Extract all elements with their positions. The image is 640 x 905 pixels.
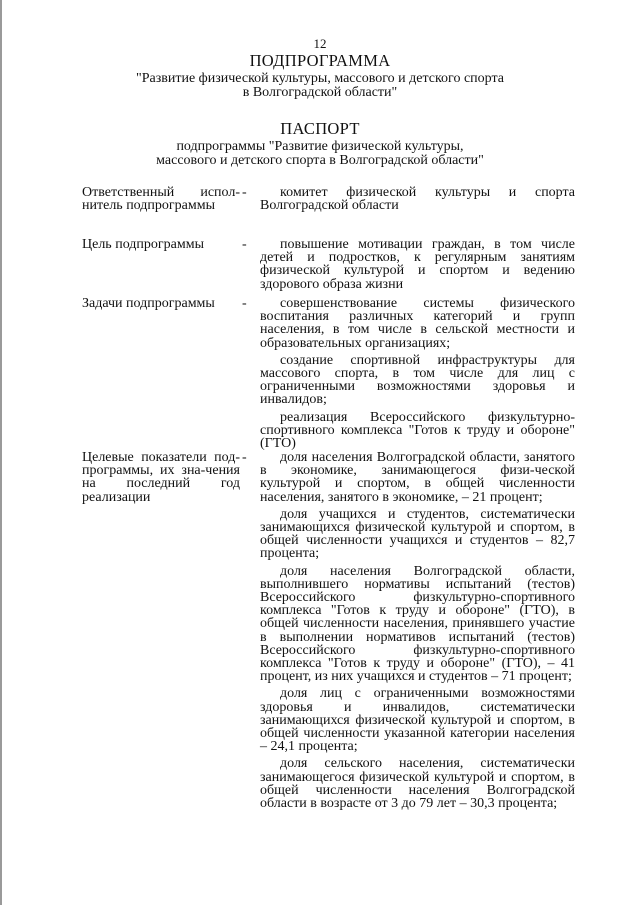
value-paragraph: повышение мотивации граждан, в том числе детей и подростков, к регулярным занятиям физической культурой и спортом и ведению здорового образа жизни xyxy=(260,237,575,292)
passport-title: ПАСПОРТ xyxy=(280,119,360,138)
subprogram-name-line1: "Развитие физической культуры, массового и детского спорта xyxy=(136,71,504,86)
value-paragraph: совершенствование системы физического воспитания различных категорий и групп населения, в том числе в сельской местности и образовательных организациях; xyxy=(260,296,575,351)
row-label: Целевые показатели под-программы, их зна-чения на последний год реализации xyxy=(82,450,240,505)
value-paragraph: доля лиц с ограниченными возможностями здоровья и инвалидов, систематически занимающихся физической культурой и спортом, в общей численности указанной категории населения – 24,1 процента; xyxy=(260,686,575,755)
value-paragraph: доля населения Волгоградской области, занятого в экономике, занимающегося физи-ческой культурой и спортом, в общей численности населения, занятого в экономике, – 21 процент; xyxy=(260,450,575,505)
row-dash: - xyxy=(242,237,247,252)
row-value xyxy=(260,238,575,295)
passport-subtitle-line1: подпрограммы "Развитие физической культуры, xyxy=(176,139,464,154)
passport-subtitle-line2: массового и детского спорта в Волгоградской области" xyxy=(156,153,484,168)
subprogram-name xyxy=(0,72,640,100)
row-value xyxy=(260,186,575,216)
row-dash: - xyxy=(242,450,247,465)
subprogram-title: ПОДПРОГРАММА xyxy=(249,51,391,70)
value-paragraph: доля учащихся и студентов, систематически занимающихся физической культурой и спортом, в общей численности учащихся и студентов – 82,7 процента; xyxy=(260,506,575,562)
passport-subtitle xyxy=(0,140,640,168)
row-label: Ответственный испол-нитель подпрограммы xyxy=(82,185,240,214)
value-paragraph: создание спортивной инфраструктуры для массового спорта, в том числе для лиц с ограниченными возможностями здоровья и инвалидов; xyxy=(260,352,575,408)
subprogram-name-line2: в Волгоградской области" xyxy=(242,85,398,100)
row-label: Цель подпрограммы xyxy=(82,237,204,252)
row-label: Задачи подпрограммы xyxy=(82,296,215,311)
value-paragraph: реализация Всероссийского физкультурно-спортивного комплекса "Готов к труду и обороне" (ГТО) xyxy=(260,409,575,452)
value-paragraph: комитет физической культуры и спорта Волгоградской области xyxy=(260,185,575,214)
value-paragraph: доля населения Волгоградской области, выполнившего нормативы испытаний (тестов) Всероссийского физкультурно-спортивного комплекса "Готов к труду и обороне" (ГТО), в общей численности населения, принявшего участие в выполнении нормативов испытаний (тестов) Всероссийского физкультурно-спортивного комплекса "Готов к труду и обороне" (ГТО), – 41 процент, из них учащихся и студентов – 71 процент; xyxy=(260,563,575,685)
row-dash: - xyxy=(242,185,247,200)
row-value xyxy=(260,451,575,814)
value-paragraph: доля сельского населения, систематически занимающегося физической культурой и спортом, в общей численности населения Волгоградской области в возрасте от 3 до 79 лет – 30,3 процента; xyxy=(260,756,575,812)
row-value xyxy=(260,297,575,454)
page-number: 12 xyxy=(313,36,327,51)
row-dash: - xyxy=(242,296,247,311)
